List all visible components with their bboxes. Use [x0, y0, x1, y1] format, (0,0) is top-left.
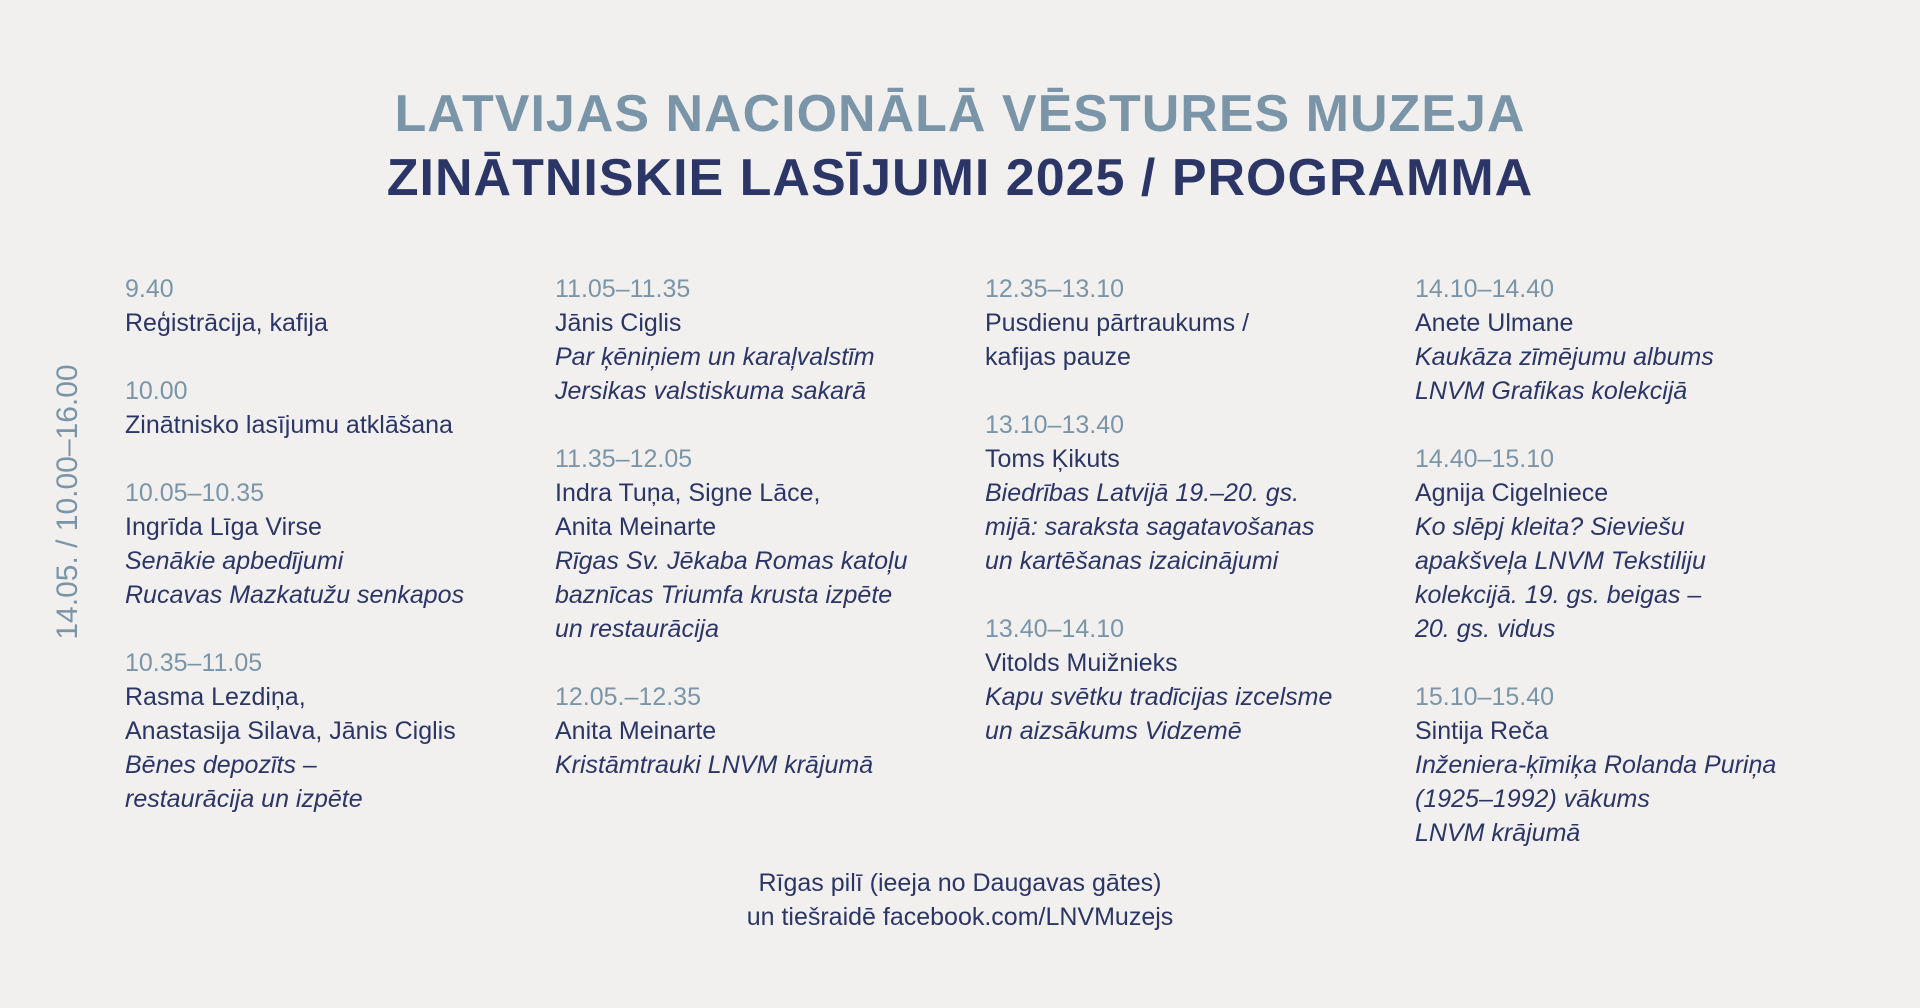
program-item — [555, 272, 955, 408]
item-speaker: Indra Tuņa, Signe Lāce, Anita Meinarte — [555, 479, 821, 541]
program-column-2 — [555, 272, 955, 816]
item-time: 14.40–15.10 — [1415, 445, 1555, 473]
item-topic: Inženiera-ķīmiķa Rolanda Puriņa (1925–1992) vākums LNVM krājumā — [1415, 751, 1777, 847]
item-speaker: Vitolds Muižnieks — [985, 649, 1178, 677]
venue-info — [0, 866, 1920, 934]
item-time: 10.00 — [125, 377, 188, 405]
program-item — [555, 442, 955, 646]
program-item — [1415, 272, 1815, 408]
program-item — [1415, 680, 1815, 850]
item-topic: Kapu svētku tradīcijas izcelsme un aizsākums Vidzemē — [985, 683, 1333, 745]
item-time: 10.05–10.35 — [125, 479, 265, 507]
item-speaker: Rasma Lezdiņa, Anastasija Silava, Jānis Ciglis — [125, 683, 456, 745]
page-header — [0, 82, 1920, 210]
item-title: Pusdienu pārtraukums / kafijas pauze — [985, 309, 1250, 371]
item-speaker: Ingrīda Līga Virse — [125, 513, 322, 541]
item-title: Reģistrācija, kafija — [125, 309, 328, 337]
program-column-3 — [985, 272, 1385, 782]
program-item — [985, 408, 1385, 578]
item-topic: Par ķēniņiem un karaļvalstīm Jersikas valstiskuma sakarā — [555, 343, 875, 405]
museum-title: LATVIJAS NACIONĀLĀ VĒSTURES MUZEJA — [394, 85, 1526, 143]
item-time: 14.10–14.40 — [1415, 275, 1555, 303]
item-topic: Kaukāza zīmējumu albums LNVM Grafikas kolekcijā — [1415, 343, 1714, 405]
item-time: 11.05–11.35 — [555, 275, 691, 303]
item-speaker: Anete Ulmane — [1415, 309, 1574, 337]
item-time: 12.05.–12.35 — [555, 683, 701, 711]
item-topic: Senākie apbedījumi Rucavas Mazkatužu senkapos — [125, 547, 465, 609]
program-item — [555, 680, 955, 782]
item-title: Zinātnisko lasījumu atklāšana — [125, 411, 453, 439]
item-time: 13.40–14.10 — [985, 615, 1125, 643]
program-title: ZINĀTNISKIE LASĪJUMI 2025 / PROGRAMMA — [386, 149, 1534, 207]
program-item — [125, 272, 525, 340]
item-topic: Rīgas Sv. Jēkaba Romas katoļu baznīcas Triumfa krusta izpēte un restaurācija — [555, 547, 908, 643]
item-speaker: Jānis Ciglis — [555, 309, 682, 337]
program-item — [125, 646, 525, 816]
item-topic: Biedrības Latvijā 19.–20. gs. mijā: saraksta sagatavošanas un kartēšanas izaicinājumi — [985, 479, 1315, 575]
program-item — [125, 374, 525, 442]
item-time: 12.35–13.10 — [985, 275, 1125, 303]
item-time: 15.10–15.40 — [1415, 683, 1555, 711]
item-speaker: Sintija Reča — [1415, 717, 1549, 745]
item-topic: Kristāmtrauki LNVM krājumā — [555, 751, 874, 779]
item-time: 9.40 — [125, 275, 174, 303]
item-speaker: Toms Ķikuts — [985, 445, 1120, 473]
item-time: 13.10–13.40 — [985, 411, 1125, 439]
item-speaker: Anita Meinarte — [555, 717, 717, 745]
program-item — [125, 476, 525, 612]
item-time: 11.35–12.05 — [555, 445, 693, 473]
item-time: 10.35–11.05 — [125, 649, 263, 677]
item-topic: Bēnes depozīts – restaurācija un izpēte — [125, 751, 363, 813]
item-topic: Ko slēpj kleita? Sieviešu apakšveļa LNVM Tekstiliju kolekcijā. 19. gs. beigas – 20. gs. vidus — [1415, 513, 1706, 643]
program-item — [1415, 442, 1815, 646]
venue-location: Rīgas pilī (ieeja no Daugavas gātes) — [758, 869, 1162, 897]
event-date-time: 14.05. / 10.00–16.00 — [51, 364, 84, 640]
item-speaker: Agnija Cigelniece — [1415, 479, 1609, 507]
program-item — [985, 272, 1385, 374]
program-column-4 — [1415, 272, 1815, 884]
program-column-1 — [125, 272, 525, 850]
program-item — [985, 612, 1385, 748]
livestream-link[interactable]: un tiešraidē facebook.com/LNVMuzejs — [746, 903, 1174, 931]
